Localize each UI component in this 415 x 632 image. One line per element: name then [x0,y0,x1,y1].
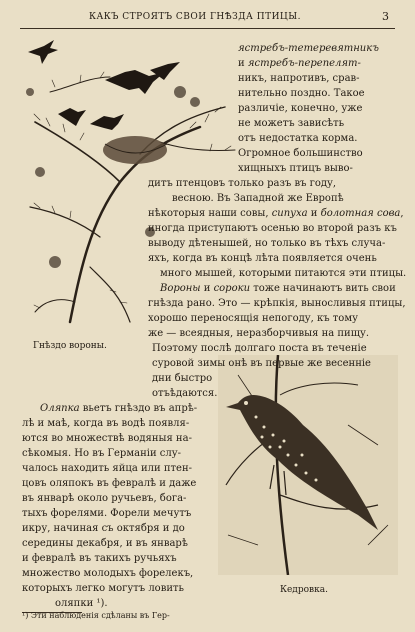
running-title: КАКЪ СТРОЯТЪ СВОИ ГНѢЗДА ПТИЦЫ. [89,12,301,22]
text-line: въ январѣ около ручьевъ, бога- [22,493,187,504]
text-line: Поэтому послѣ долгаго поста въ теченіе [152,343,367,354]
footnote-line: ¹) Эти наблюденія сдѣланы въ Гер- [22,611,170,620]
text-line: дитъ птенцовъ только разъ въ году, [148,178,337,189]
text-line: Вороны и сороки тоже начинаютъ вить свои [160,283,396,294]
header-rule [20,28,395,29]
thrush-caption: Кедровка. [280,585,328,595]
text-line: середины декабря, и въ январѣ [22,538,188,549]
text-line: сѣкомыя. Но въ Германіи слу- [22,448,181,459]
text-line: Огромное большинство [238,148,363,159]
text-line: цовъ оляпокъ въ февралѣ и даже [22,478,197,489]
text-line: отъ недостатка корма. [238,133,358,144]
running-header [0,10,415,30]
text-line: оляпки ¹). [55,598,108,609]
text-line: иногда приступаютъ осенью во второй разъ къ [148,223,397,234]
text-line: суровой зимы онѣ въ первые же весенніе [152,358,371,369]
text-line: нѣкоторыя наши совы, сипуха и болотная сова, [148,208,404,219]
text-line: и ястребъ-перепелят- [238,58,361,69]
text-line: множество молодыхъ форелекъ, [22,568,194,579]
text-line: нительно поздно. Такое [238,88,365,99]
text-line: много мышей, которыми питаются эти птицы. [160,268,407,279]
text-line: и февралѣ въ такихъ ручьяхъ [22,553,177,564]
text-line: отъѣдаются. [152,388,218,399]
text-line: весною. Въ Западной же Европѣ [172,193,344,204]
text-line: дни быстро [152,373,213,384]
text-line: Оляпка вьетъ гнѣздо въ апрѣ- [40,403,198,414]
text-line: яхъ, когда въ концѣ лѣта появляется очень [148,253,377,264]
text-line: ются во множествѣ водяныя на- [22,433,192,444]
page-number: 3 [382,10,389,23]
text-line: хищныхъ птицъ выво- [238,163,353,174]
footnote [22,610,222,621]
thrush-illustration [218,355,398,575]
text-line: выводу дѣтенышей, но только въ тѣхъ случа- [148,238,386,249]
text-line: хорошо переносящія непогоду, къ тому [148,313,358,324]
text-line: же — всеядныя, неразборчивыя на пищу. [148,328,370,339]
text-line: тыхъ форелями. Форели мечутъ [22,508,192,519]
text-line: чалось находить яйца или птен- [22,463,192,474]
text-line: ястребъ-тетеревятникъ [238,43,379,54]
text-line: не можетъ зависѣть [238,118,345,129]
crow-caption: Гнѣздо вороны. [33,341,107,351]
text-line: лѣ и маѣ, когда въ водѣ появля- [22,418,190,429]
text-line: различіе, конечно, уже [238,103,363,114]
text-line: которыхъ легко могутъ ловить [22,583,184,594]
text-line: никъ, напротивъ, срав- [238,73,360,84]
text-line: гнѣзда рано. Это — крѣпкія, выносливыя птицы, [148,298,406,309]
text-line: икру, начиная съ октября и до [22,523,185,534]
